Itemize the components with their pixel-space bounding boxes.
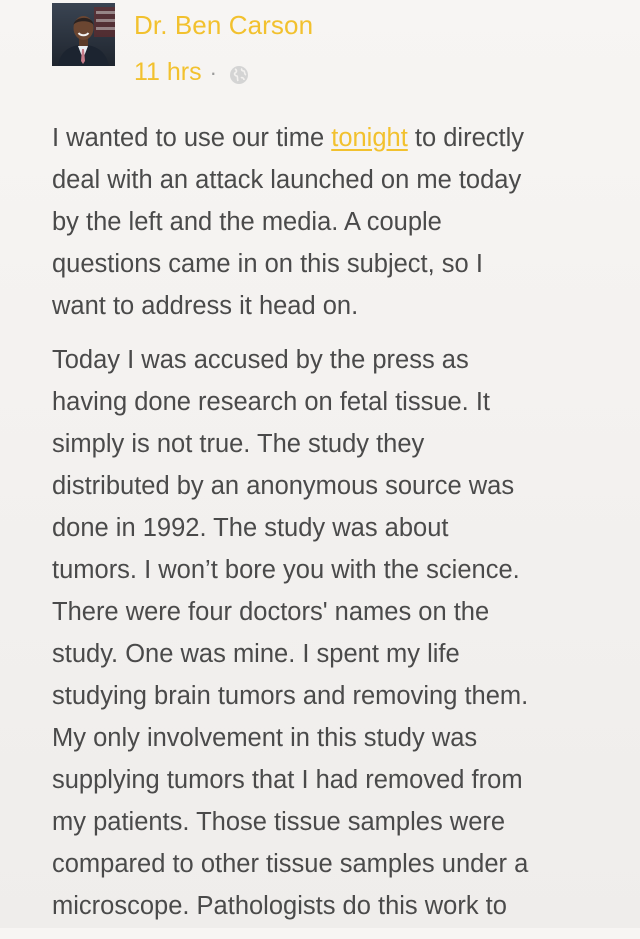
- post-body: [52, 117, 612, 939]
- paragraph-1-text-end: to directly deal with an attack launched on me today by the left and the media. A couple questions came in on this subject, so I want to address it head on.: [52, 124, 525, 320]
- globe-icon: [229, 63, 249, 83]
- meta-separator: ·: [209, 59, 217, 85]
- author-name[interactable]: Dr. Ben Carson: [134, 10, 314, 40]
- paragraph-1-text-start: I wanted to use our time: [52, 124, 332, 152]
- post-timestamp[interactable]: 11 hrs: [134, 58, 202, 86]
- author-avatar[interactable]: [52, 3, 115, 66]
- post-paragraph-1: [52, 117, 612, 327]
- post-header: [52, 3, 612, 93]
- post-paragraph-2: Today I was accused by the press as having done research on fetal tissue. It simply is not true. The study they distributed by an anonymous source was done in 1992. The study was about tumors. I won’t bore you with the science. There were four doctors' names on the study. One was mine. I spent my life studying brain tumors and removing them. My only involvement in this study was supplying tumors that I had removed from my patients. Those tissue samples were compared to other tissue samples under a microscope. Pathologists do this work to: [52, 346, 529, 920]
- tonight-link[interactable]: tonight: [331, 124, 408, 152]
- post-meta: [134, 58, 249, 87]
- avatar-photo: [52, 3, 115, 66]
